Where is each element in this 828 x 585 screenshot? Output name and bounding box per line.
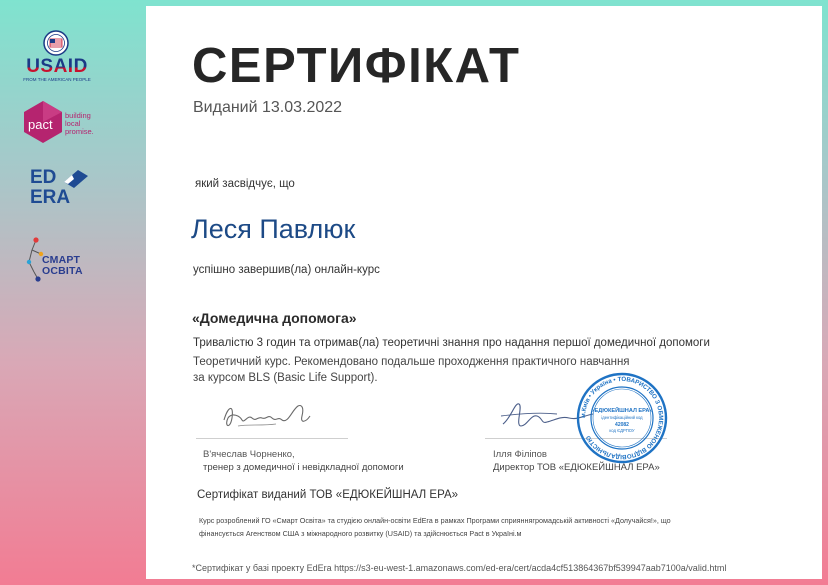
- completed-text: успішно завершив(ла) онлайн-курс: [193, 264, 380, 276]
- trainer-name: В'ячеслав Чорненко,: [203, 449, 295, 460]
- edera-wordmark: ED ERA: [30, 167, 71, 208]
- svg-text:«ЕДЮКЕЙШНАЛ ЕРА»: «ЕДЮКЕЙШНАЛ ЕРА»: [591, 408, 653, 414]
- trainer-role: тренер з домедичної і невідкладної допомоги: [203, 462, 404, 473]
- fine-print-line-2: фінансується Агенством США з міжнародного розвитку (USAID) та здійснюється Pact в Україні.м: [199, 529, 522, 538]
- recommendation-line-1: Теоретичний курс. Рекомендовано подальше проходження практичного навчання: [193, 356, 630, 368]
- pact-tagline: building local promise.: [65, 111, 94, 136]
- usaid-tagline: FROM THE AMERICAN PEOPLE: [23, 77, 91, 82]
- verification-url-footer: *Сертифікат у базі проекту EdEra https://s3-eu-west-1.amazonaws.com/ed-era/cert/acda4cf513864367bf539947aab7100a/valid.html: [192, 563, 727, 573]
- usaid-seal-icon: [43, 30, 69, 56]
- pact-wordmark: pact: [28, 117, 53, 132]
- svg-text:42082: 42082: [615, 422, 629, 428]
- smart-osvita-wordmark: СМАРТ ОСВІТА: [42, 254, 83, 277]
- trainer-signature: [218, 396, 328, 436]
- smart-osvita-logo: [26, 236, 96, 286]
- trainer-signature-line: [196, 438, 348, 439]
- partner-logos-sidebar: [0, 0, 146, 585]
- pact-logo: [22, 100, 100, 152]
- issuer-statement: Сертифікат виданий ТОВ «ЕДЮКЕЙШНАЛ ЕРА»: [197, 489, 459, 501]
- edera-logo: [30, 168, 94, 216]
- company-stamp: [576, 372, 668, 464]
- director-role: Директор ТОВ «ЕДЮКЕЙШНАЛ ЕРА»: [493, 462, 660, 473]
- course-title: «Домедична допомога»: [192, 310, 357, 326]
- svg-text:код ЄДРПОУ: код ЄДРПОУ: [609, 428, 635, 433]
- svg-text:ідентифікаційний код: ідентифікаційний код: [601, 415, 643, 420]
- issue-date: Виданий 13.03.2022: [193, 99, 343, 116]
- course-duration: Тривалістю 3 годин та отримав(ла) теоретичні знання про надання першої домедичної допомоги: [193, 337, 710, 349]
- certifies-text: який засвідчує, що: [195, 178, 295, 190]
- director-name: Ілля Філіпов: [493, 449, 547, 460]
- certificate-title: СЕРТИФІКАТ: [192, 39, 521, 93]
- usaid-logo: [22, 30, 92, 82]
- fine-print-line-1: Курс розроблений ГО «Смарт Освіта» та студією онлайн-освіти EdEra в рамках Програми сприяннягромадській активності «Долучайся!», що: [199, 516, 671, 525]
- recipient-name: Леся Павлюк: [191, 214, 356, 244]
- svg-text:м.Київ • Україна • ТОВАРИСТВО: м.Київ • Україна • ТОВАРИСТВО З ОБМЕЖЕНОЮ ВІДПОВІДАЛЬНІСТЮ: [579, 375, 665, 461]
- edera-book-icon: [64, 168, 88, 190]
- recommendation-line-2: за курсом BLS (Basic Life Support).: [193, 372, 378, 384]
- usaid-wordmark: USAID: [26, 56, 88, 77]
